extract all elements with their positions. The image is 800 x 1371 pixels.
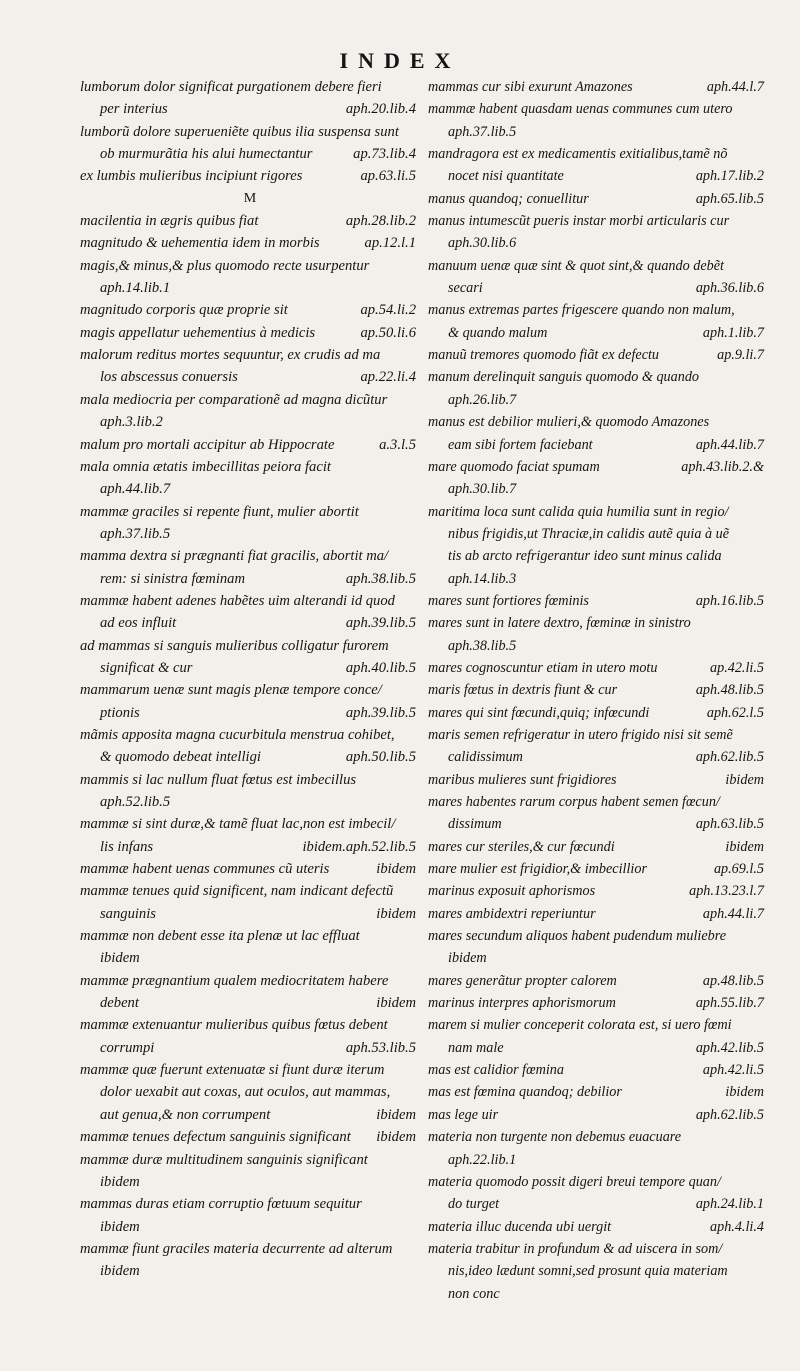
index-entry [428,255,800,277]
entry-reference: ap.54.li.2 [360,302,416,319]
index-entry [80,210,420,232]
entry-text: mares habentes rarum corpus habent semen fœcun/ [428,794,720,810]
entry-text: ibidem [100,1218,140,1235]
index-entry [428,1104,800,1126]
right-column [428,76,800,1305]
entry-text: do turget [448,1196,500,1213]
entry-text: nocet nisi quantitate [448,168,564,185]
entry-text: nam male [448,1039,504,1056]
entry-text: ad eos influit [100,615,177,632]
index-entry [428,1216,800,1238]
entry-text: malorum reditus mortes sequuntur, ex crudis ad ma [80,347,381,364]
entry-reference: aph.62.lib.5 [695,749,764,766]
entry-text: aph.37.lib.5 [100,525,171,542]
index-entry [428,1260,800,1282]
entry-text: magis,& minus,& plus quomodo recte usurpentur [80,257,370,274]
entry-text: mammæ quæ fuerunt extenuatæ si fiunt duræ iterum [80,1062,385,1079]
index-entry [80,1216,420,1238]
index-entry [428,813,800,835]
entry-text: mammis si lac nullum fluat fœtus est imbecillus [80,771,357,788]
index-entry [80,858,420,880]
entry-reference: ap.12.l.1 [364,235,416,252]
entry-text: aph.14.lib.3 [448,570,517,587]
entry-reference: aph.17.lib.2 [695,168,764,185]
entry-text: marinus exposuit aphorismos [428,883,596,900]
entry-text: mares secundum aliquos habent pudendum muliebre [428,928,727,945]
entry-text: aph.37.lib.5 [448,123,517,140]
entry-text: malum pro mortali accipitur ab Hippocrate [80,436,335,453]
index-entry [428,210,800,232]
entry-text: materia quomodo possit digeri breui tempore quan/ [428,1173,721,1190]
index-entry [80,143,420,165]
index-entry [80,188,420,210]
entry-text: aph.38.lib.5 [448,637,517,654]
entry-text: mas lege uir [428,1106,499,1123]
entry-text: tis ab arcto refrigerantur ideo sunt minus calida [448,548,722,565]
entry-reference: aph.40.lib.5 [345,659,416,676]
entry-text: mammæ extenuantur mulieribus quibus fœtus debent [80,1017,388,1034]
index-entry [80,98,420,120]
entry-reference: aph.44.l.7 [706,79,764,95]
index-entry [428,478,800,500]
entry-reference: aph.65.lib.5 [695,190,764,207]
entry-reference: ibidem [376,1129,416,1146]
entry-text: mares cognoscuntur etiam in utero motu [428,659,658,676]
index-entry [80,366,420,388]
entry-reference: a.3.l.5 [379,436,416,453]
entry-text: ptionis [100,704,140,721]
entry-text: secari [448,280,483,297]
index-entry [80,925,420,947]
index-entry [428,635,800,657]
index-entry [80,1238,420,1260]
entry-reference: ibidem [725,771,764,788]
entry-text: los abscessus conuersis [100,369,238,386]
entry-reference: aph.38.lib.5 [345,570,416,587]
index-entry [80,389,420,411]
entry-text: & quomodo debeat intelligi [100,749,261,766]
index-entry [428,1081,800,1103]
entry-reference: aph.20.lib.4 [345,101,416,118]
entry-reference: ibidem [376,1106,416,1123]
index-entry [428,746,800,768]
index-entry [428,1283,800,1305]
index-entry [80,813,420,835]
index-entry [428,366,800,388]
entry-reference: aph.42.li.5 [702,1062,764,1079]
entry-reference: aph.1.lib.7 [702,324,764,341]
index-entry [80,1171,420,1193]
index-entry [80,836,420,858]
index-entry [428,769,800,791]
index-entry [428,836,800,858]
entry-text: aph.22.lib.1 [448,1151,517,1168]
index-entry [428,456,800,478]
index-entry [80,456,420,478]
entry-text: macilentia in ægris quibus fiat [80,213,259,230]
entry-text: eam sibi fortem faciebant [448,436,593,453]
entry-text: nis,ideo lædunt somni,sed prosunt quia materiam [448,1263,728,1280]
index-entry [428,1149,800,1171]
index-entry [428,98,800,120]
index-entry [428,1126,800,1148]
entry-text: mammarum uenæ sunt magis plenæ tempore conce/ [80,682,382,699]
entry-text: manus extremas partes frigescere quando non malum, [428,302,735,319]
index-entry [80,746,420,768]
index-entry [428,947,800,969]
entry-reference: aph.43.lib.2.& [681,458,764,475]
index-entry [80,165,420,187]
index-entry [428,724,800,746]
index-entry [428,880,800,902]
index-entry [428,322,800,344]
entry-text: ibidem [100,1263,140,1280]
entry-text: significat & cur [100,659,193,676]
entry-text: mas est calidior fœmina [428,1062,564,1079]
entry-reference: aph.50.lib.5 [345,749,416,766]
index-entry [428,903,800,925]
index-entry [80,545,420,567]
entry-text: maris fœtus in dextris fiunt & cur [428,682,618,699]
index-entry [428,590,800,612]
entry-reference: ap.9.li.7 [717,347,764,364]
index-entry [80,1149,420,1171]
entry-text: maritima loca sunt calida quia humilia sunt in regio/ [428,503,729,520]
index-entry [80,590,420,612]
index-entry [80,1081,420,1103]
entry-text: mammæ habent quasdam uenas communes cum utero [428,101,733,118]
index-entry [428,702,800,724]
entry-text: materia trabitur in profundum & ad uiscera in som/ [428,1240,723,1257]
entry-text: mares generãtur propter calorem [428,972,617,989]
entry-reference: ap.73.lib.4 [353,146,416,163]
entry-text: manus intumescũt pueris instar morbi articularis cur [428,213,730,230]
index-entry [428,501,800,523]
entry-reference: ap.42.li.5 [710,659,764,676]
entry-text: aut genua,& non corrumpent [100,1106,271,1123]
index-entry [428,389,800,411]
entry-reference: ap.63.li.5 [360,168,416,185]
entry-text: lumborum dolor significat purgationem debere fieri [80,79,382,95]
index-entry [428,1171,800,1193]
entry-text: aph.44.lib.7 [100,481,171,498]
index-entry [80,1193,420,1215]
entry-text: mammæ non debent esse ita plenæ ut lac effluat [80,928,360,945]
index-entry [80,635,420,657]
index-entry [428,232,800,254]
entry-text: materia non turgente non debemus euacuare [428,1129,682,1146]
index-entry [80,478,420,500]
index-entry [428,858,800,880]
entry-text: lis infans [100,838,154,855]
entry-text: mammæ tenues defectum sanguinis significant [80,1129,351,1146]
index-entry [80,277,420,299]
entry-text: magis appellatur uehementius à medicis [80,324,316,341]
index-entry [80,769,420,791]
entry-text: aph.3.lib.2 [100,414,163,431]
entry-text: mares sunt fortiores fœminis [428,592,589,609]
entry-text: mares qui sint fœcundi,quiq; infœcundi [428,704,650,721]
entry-text: mãmis apposita magna cucurbitula menstrua cohibet, [80,726,395,743]
entry-reference: ibidem [725,1084,764,1101]
entry-text: mares sunt in latere dextro, fœminæ in sinistro [428,615,691,632]
entry-text: mammæ habent adenes habẽtes uim alterandi id quod [80,592,395,609]
index-entry [80,411,420,433]
entry-reference: aph.62.lib.5 [695,1106,764,1123]
index-entry [428,791,800,813]
entry-text: M [243,190,257,206]
entry-reference: ibidem [376,905,416,922]
entry-text: maribus mulieres sunt frigidiores [428,771,617,788]
entry-reference: aph.63.lib.5 [695,816,764,833]
entry-text: dolor uexabit aut coxas, aut oculos, aut mammas, [100,1084,391,1101]
entry-text: mammæ prægnantium qualem mediocritatem habere [80,972,389,989]
entry-text: ad mammas si sanguis mulieribus colligatur furorem [80,637,389,654]
index-entry [80,76,420,98]
entry-text: manuũ tremores quomodo fiãt ex defectu [428,347,660,364]
entry-reference: ap.69.l.5 [713,861,764,878]
index-entry [80,501,420,523]
index-entry [80,344,420,366]
entry-reference: ap.48.lib.5 [702,972,764,989]
entry-reference: aph.24.lib.1 [695,1196,764,1213]
entry-reference: ibidem.aph.52.lib.5 [302,838,416,855]
index-entry [80,702,420,724]
entry-text: mala mediocria per comparationẽ ad magna dicũtur [80,391,388,408]
index-entry [80,992,420,1014]
entry-text: marem si mulier conceperit colorata est, si uero fœmi [428,1017,732,1034]
index-entry [80,1126,420,1148]
index-entry [80,1037,420,1059]
index-entry [428,299,800,321]
entry-text: non conc [448,1285,500,1302]
index-entry [428,76,800,98]
entry-text: mares ambidextri reperiuntur [428,905,596,922]
entry-text: corrumpi [100,1039,155,1056]
index-entry [80,322,420,344]
index-entry [80,947,420,969]
index-entry [428,545,800,567]
entry-reference: aph.44.li.7 [702,905,764,922]
index-entry [80,568,420,590]
index-entry [428,188,800,210]
entry-text: ob murmurãtia his alui humectantur [100,146,313,163]
entry-reference: aph.16.lib.5 [695,592,764,609]
index-entry [80,299,420,321]
entry-text: aph.30.lib.7 [448,481,517,498]
entry-text: ex lumbis mulieribus incipiunt rigores [80,168,303,185]
entry-text: dissimum [448,816,502,833]
entry-text: ibidem [100,950,140,967]
entry-reference: aph.39.lib.5 [345,704,416,721]
index-entry [80,612,420,634]
entry-text: maris semen refrigeratur in utero frigido nisi sit semẽ [428,726,733,743]
entry-text: aph.52.lib.5 [100,794,171,810]
entry-text: & quando malum [448,324,548,341]
entry-reference: ibidem [376,861,416,878]
index-entry [80,970,420,992]
entry-text: nibus frigidis,ut Thraciæ,in calidis autẽ quia à uẽ [448,525,729,542]
entry-reference: ibidem [725,838,764,855]
entry-text: per interius [100,101,168,118]
entry-text: mare mulier est frigidior,& imbecillior [428,861,647,878]
index-entry [80,791,420,813]
entry-reference: aph.62.l.5 [706,704,764,721]
index-entry [428,1037,800,1059]
index-entry [80,657,420,679]
entry-text: aph.30.lib.6 [448,235,517,252]
entry-text: manum derelinquit sanguis quomodo & quando [428,369,700,386]
entry-text: mammas duras etiam corruptio fœtuum sequitur [80,1196,362,1213]
index-entry [428,277,800,299]
entry-text: manuum uenæ quæ sint & quot sint,& quando debẽt [428,257,724,274]
index-entry [80,1014,420,1036]
entry-reference: aph.36.lib.6 [695,280,764,297]
entry-reference: aph.39.lib.5 [345,615,416,632]
index-entry [80,903,420,925]
entry-reference: ap.50.li.6 [360,324,416,341]
index-entry [428,568,800,590]
entry-reference: aph.13.23.l.7 [689,883,764,900]
entry-text: mas est fœmina quandoq; debilior [428,1084,622,1101]
index-entry [428,612,800,634]
entry-text: mala omnia ætatis imbecillitas peiora facit [80,458,331,475]
index-entry [428,434,800,456]
page-header: INDEX [339,48,461,73]
index-entry [428,1059,800,1081]
index-entry [428,523,800,545]
entry-text: debent [100,995,139,1012]
entry-text: manus quandoq; conuellitur [428,190,589,207]
index-entry [428,679,800,701]
entry-reference: ibidem [376,995,416,1012]
entry-text: sanguinis [100,905,156,922]
entry-text: lumborũ dolore superueniẽte quibus ilia suspensa sunt [80,123,399,140]
entry-text: mandragora est ex medicamentis exitialibus,tamẽ nõ [428,146,728,163]
index-entry [80,255,420,277]
index-entry [80,724,420,746]
index-entry [428,992,800,1014]
index-entry [428,925,800,947]
entry-text: mammas cur sibi exurunt Amazones [428,79,633,95]
entry-text: aph.26.lib.7 [448,391,517,408]
entry-reference: aph.4.li.4 [710,1218,764,1235]
entry-text: ibidem [100,1173,140,1190]
index-entry [428,165,800,187]
entry-text: ibidem [448,950,487,967]
index-entry [80,1104,420,1126]
entry-text: mares cur steriles,& cur fœcundi [428,838,615,855]
entry-text: mammæ graciles si repente fiunt, mulier abortit [80,503,359,520]
index-entry [80,880,420,902]
entry-reference: aph.28.lib.2 [345,213,416,230]
entry-reference: aph.48.lib.5 [695,682,764,699]
index-entry [80,232,420,254]
index-entry [80,121,420,143]
left-column [80,76,420,1283]
entry-text: mammæ habent uenas communes cũ uteris [80,861,330,878]
entry-text: mammæ si sint duræ,& tamẽ fluat lac,non est imbecil/ [80,816,396,833]
entry-text: mammæ duræ multitudinem sanguinis significant [80,1151,368,1168]
entry-text: mamma dextra si prægnanti fiat gracilis, abortit ma/ [80,548,389,565]
index-entry [428,1014,800,1036]
index-entry [428,411,800,433]
index-entry [428,121,800,143]
index-entry [80,1059,420,1081]
index-entry [80,523,420,545]
entry-text: mammæ tenues quid significent, nam indicant defectũ [80,883,394,900]
index-entry [80,434,420,456]
entry-text: marinus interpres aphorismorum [428,995,616,1012]
entry-text: magnitudo & uehementia idem in morbis [80,235,320,252]
index-entry [428,344,800,366]
entry-reference: aph.42.lib.5 [695,1039,764,1056]
entry-text: magnitudo corporis quæ proprie sit [80,302,288,319]
entry-reference: ap.22.li.4 [360,369,416,386]
index-entry [428,143,800,165]
entry-text: calidissimum [448,749,523,766]
entry-text: mare quomodo faciat spumam [428,458,600,475]
index-entry [428,657,800,679]
index-entry [80,1260,420,1282]
index-entry [80,679,420,701]
index-entry [428,1238,800,1260]
entry-reference: aph.53.lib.5 [345,1039,416,1056]
entry-text: mammæ fiunt graciles materia decurrente ad alterum [80,1240,393,1257]
entry-text: rem: si sinistra fœminam [100,570,246,587]
entry-reference: aph.55.lib.7 [695,995,764,1012]
entry-text: materia illuc ducenda ubi uergit [428,1218,612,1235]
index-entry [428,1193,800,1215]
entry-reference: aph.44.lib.7 [695,436,764,453]
entry-text: manus est debilior mulieri,& quomodo Amazones [428,414,710,431]
index-entry [428,970,800,992]
entry-text: aph.14.lib.1 [100,280,171,297]
